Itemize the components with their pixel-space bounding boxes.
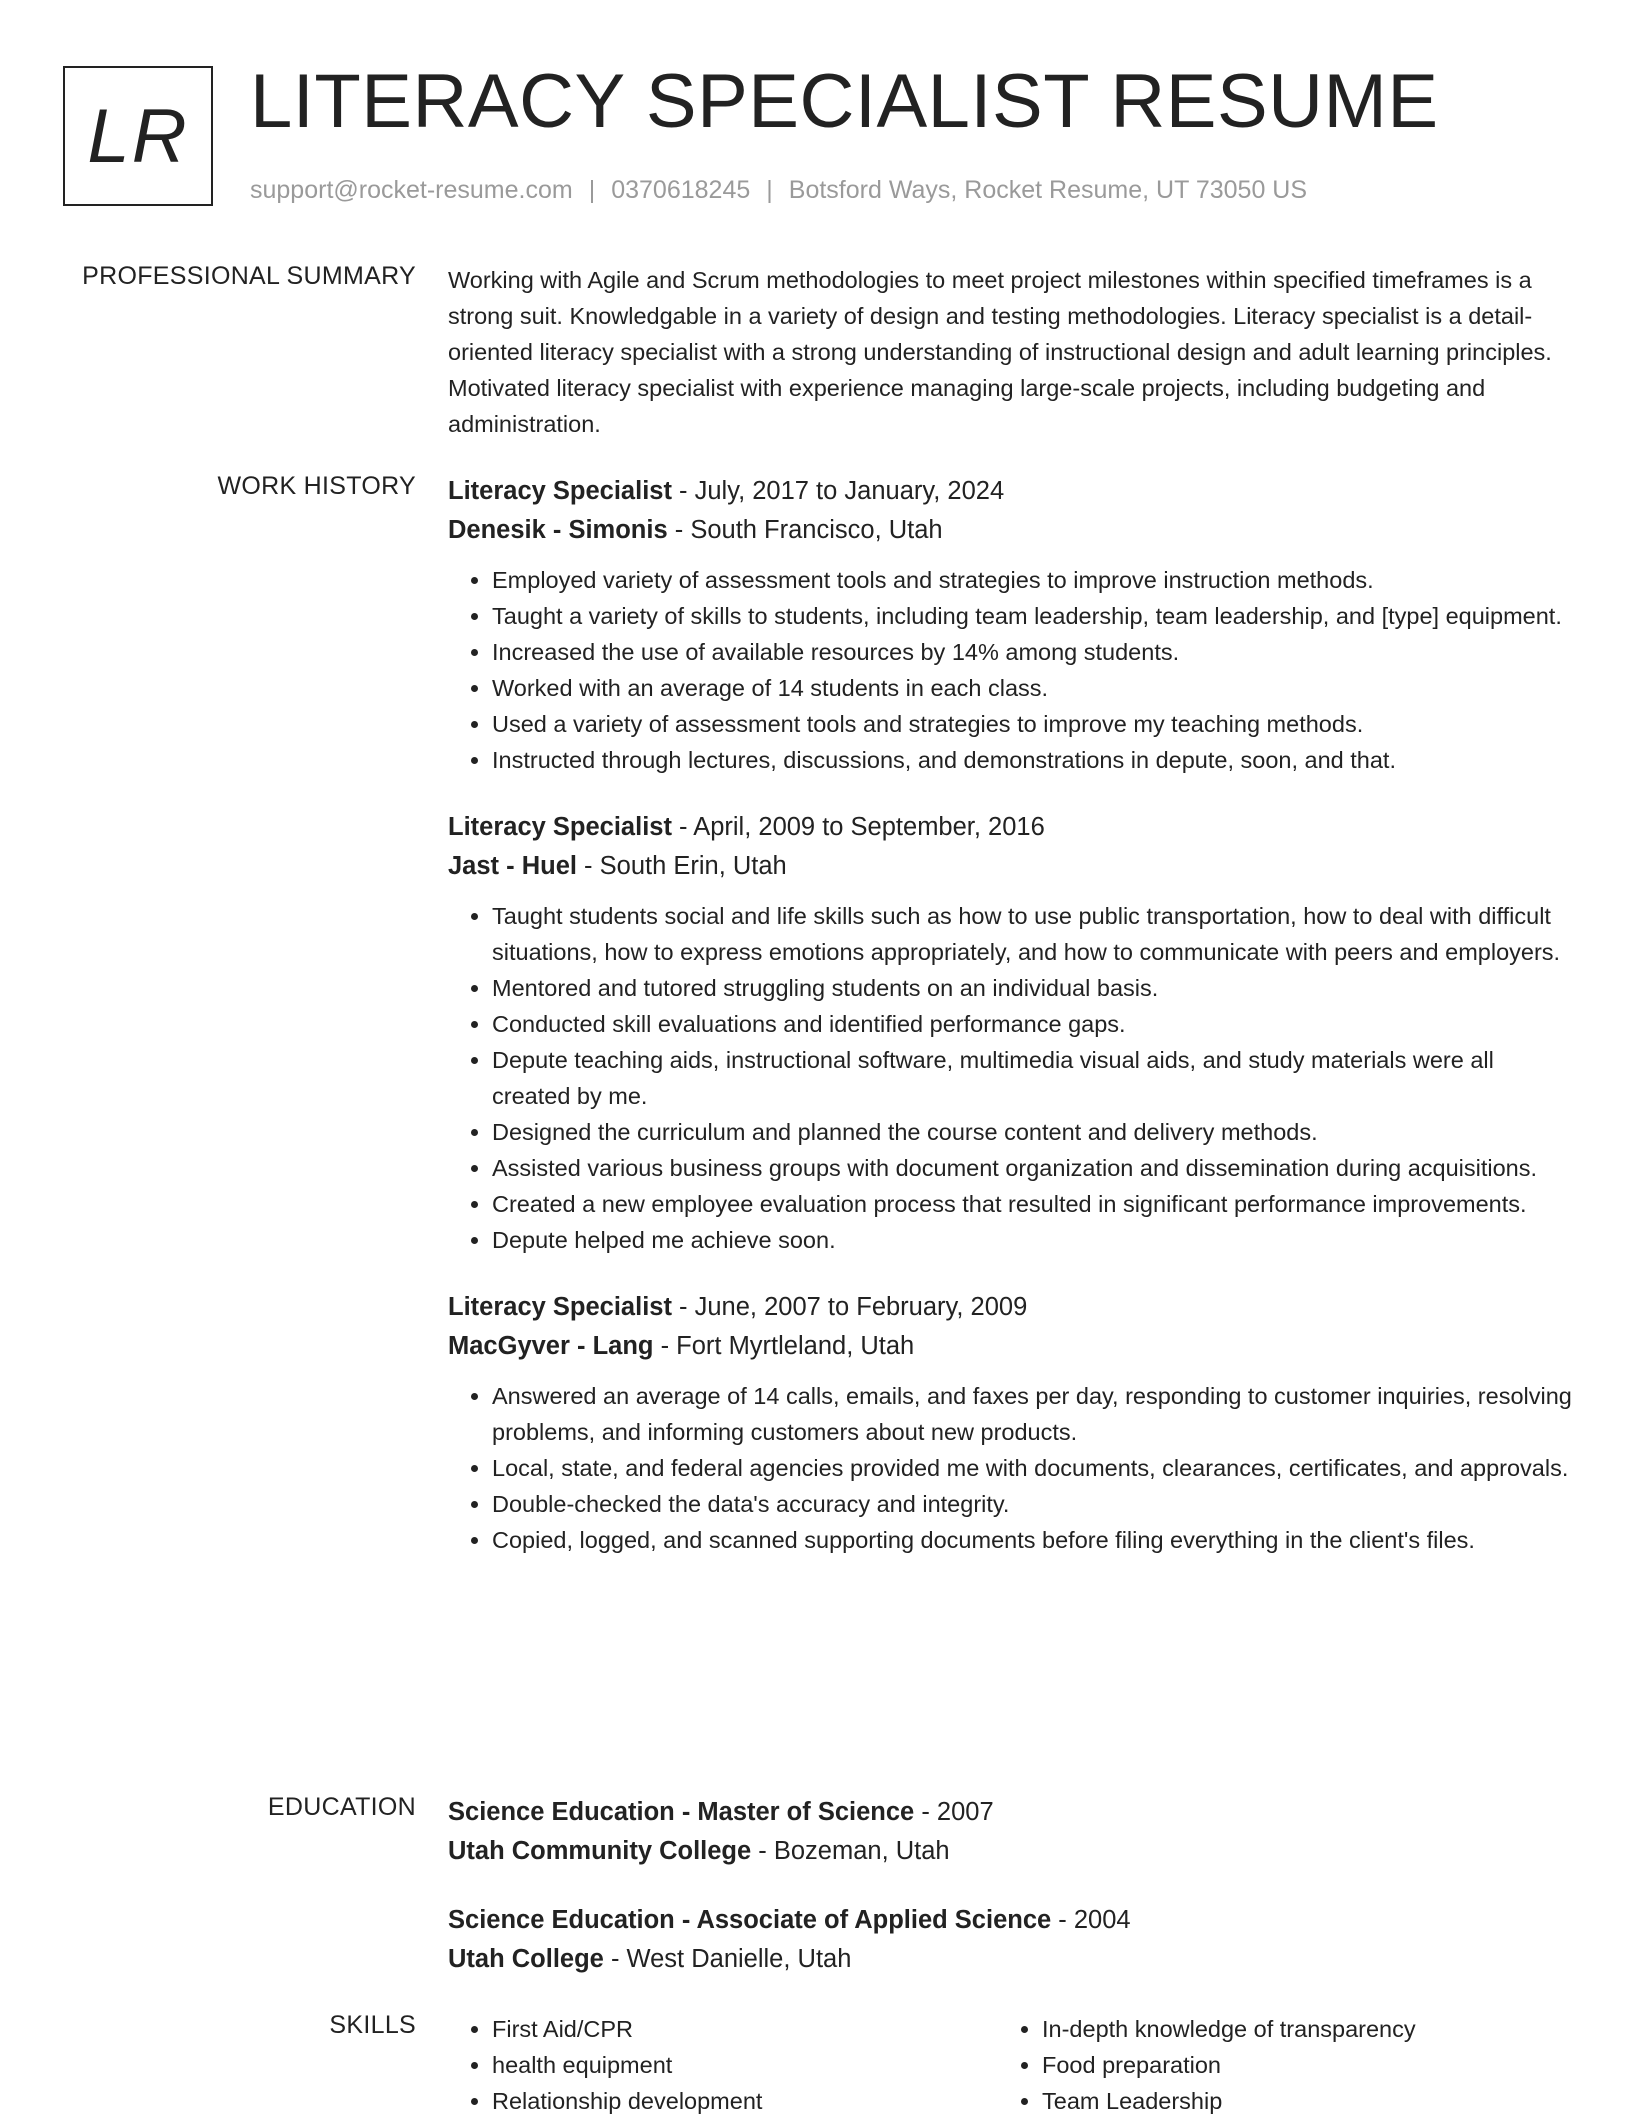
education-entry <box>448 1901 1572 1979</box>
job-company-line <box>448 847 1572 886</box>
education-school: Utah College <box>448 1945 604 1973</box>
skills-body <box>448 2011 1572 2119</box>
skill-item: • health equipment <box>492 2047 998 2083</box>
job-bullet: • Assisted various business groups with document organization and dissemination during acquisitions. <box>492 1150 1572 1186</box>
job-bullet: • Taught students social and life skills such as how to use public transportation, how to deal with difficult situations, how to express emotions appropriately, and how to communicate with peers and employers. <box>492 898 1572 970</box>
skills-column-right <box>998 2011 1548 2119</box>
job-title: Literacy Specialist <box>448 477 672 505</box>
job-bullet: • Depute teaching aids, instructional software, multimedia visual aids, and study materials were all created by me. <box>492 1042 1572 1114</box>
skills-list-left <box>448 2011 998 2119</box>
job-location: - Fort Myrtleland, Utah <box>653 1332 915 1360</box>
resume-title: LITERACY SPECIALIST RESUME <box>250 59 1439 144</box>
section-label-skills: SKILLS <box>329 2011 416 2039</box>
job-bullet: • Local, state, and federal agencies provided me with documents, clearances, certificates, and approvals. <box>492 1450 1572 1486</box>
contact-separator: | <box>766 176 773 204</box>
contact-address: Botsford Ways, Rocket Resume, UT 73050 US <box>788 176 1308 204</box>
job-bullet: • Increased the use of available resources by 14% among students. <box>492 634 1572 670</box>
job-title: Literacy Specialist <box>448 1293 672 1321</box>
job-bullet: • Used a variety of assessment tools and strategies to improve my teaching methods. <box>492 706 1572 742</box>
section-label-summary: PROFESSIONAL SUMMARY <box>82 262 416 290</box>
job-bullet: • Instructed through lectures, discussions, and demonstrations in depute, soon, and that. <box>492 742 1572 778</box>
work-history-body <box>448 472 1572 1588</box>
contact-phone: 0370618245 <box>611 176 751 204</box>
job-title-line <box>448 808 1572 847</box>
job-company: Denesik - Simonis <box>448 516 668 544</box>
job-dates: - April, 2009 to September, 2016 <box>671 813 1045 841</box>
job-bullet: • Created a new employee evaluation process that resulted in significant performance improvements. <box>492 1186 1572 1222</box>
job-bullet: • Conducted skill evaluations and identified performance gaps. <box>492 1006 1572 1042</box>
education-school-line <box>448 1832 1572 1871</box>
job-company: MacGyver - Lang <box>448 1332 654 1360</box>
skills-columns <box>448 2011 1572 2119</box>
skill-item: • Relationship development <box>492 2083 998 2119</box>
skill-item: • In-depth knowledge of transparency <box>1042 2011 1548 2047</box>
education-degree: Science Education - Associate of Applied Science <box>448 1906 1052 1934</box>
job-entry <box>448 808 1572 1258</box>
education-location: - Bozeman, Utah <box>751 1837 950 1865</box>
education-degree-line <box>448 1793 1572 1832</box>
job-bullets <box>448 1378 1572 1558</box>
education-degree: Science Education - Master of Science <box>448 1798 915 1826</box>
job-bullet: • Depute helped me achieve soon. <box>492 1222 1572 1258</box>
resume-header <box>63 59 1583 216</box>
skills-column-left <box>448 2011 998 2119</box>
job-entry <box>448 1288 1572 1558</box>
monogram: LR <box>63 66 213 206</box>
summary-body <box>448 262 1572 442</box>
contact-email: support@rocket-resume.com <box>250 176 573 204</box>
job-title-line <box>448 472 1572 511</box>
job-company: Jast - Huel <box>448 852 577 880</box>
skill-item: • Team Leadership <box>1042 2083 1548 2119</box>
job-dates: - July, 2017 to January, 2024 <box>671 477 1005 505</box>
job-location: - South Erin, Utah <box>576 852 787 880</box>
job-bullet: • Employed variety of assessment tools and strategies to improve instruction methods. <box>492 562 1572 598</box>
job-bullet: • Taught a variety of skills to students, including team leadership, team leadership, and [type] equipment. <box>492 598 1572 634</box>
education-body <box>448 1793 1572 2009</box>
job-bullet: • Designed the curriculum and planned the course content and delivery methods. <box>492 1114 1572 1150</box>
job-bullet: • Double-checked the data's accuracy and integrity. <box>492 1486 1572 1522</box>
education-year: - 2004 <box>1051 1906 1131 1934</box>
job-bullet: • Mentored and tutored struggling students on an individual basis. <box>492 970 1572 1006</box>
skill-item: • First Aid/CPR <box>492 2011 998 2047</box>
job-dates: - June, 2007 to February, 2009 <box>671 1293 1028 1321</box>
job-company-line <box>448 511 1572 550</box>
job-bullets <box>448 562 1572 778</box>
job-bullet: • Copied, logged, and scanned supporting documents before filing everything in the client's files. <box>492 1522 1572 1558</box>
education-location: - West Danielle, Utah <box>603 1945 852 1973</box>
contact-line <box>250 176 1307 205</box>
summary-text: Working with Agile and Scrum methodologies to meet project milestones within specified timeframes is a strong suit. Knowledgable in a variety of design and testing methodologies. Literacy specialist is a detail-oriented literacy specialist with a strong understanding of instructional design and adult learning principles. Motivated literacy specialist with experience managing large-scale projects, including budgeting and administration. <box>448 267 1552 437</box>
education-school-line <box>448 1940 1572 1979</box>
education-degree-line <box>448 1901 1572 1940</box>
education-school: Utah Community College <box>448 1837 752 1865</box>
job-company-line <box>448 1327 1572 1366</box>
job-title-line <box>448 1288 1572 1327</box>
education-year: - 2007 <box>914 1798 994 1826</box>
job-bullets <box>448 898 1572 1258</box>
skill-item: • Food preparation <box>1042 2047 1548 2083</box>
job-location: - South Francisco, Utah <box>667 516 943 544</box>
skills-list-right <box>998 2011 1548 2119</box>
contact-separator: | <box>588 176 596 204</box>
job-bullet: • Answered an average of 14 calls, emails, and faxes per day, responding to customer inquiries, resolving problems, and informing customers about new products. <box>492 1378 1572 1450</box>
job-entry <box>448 472 1572 778</box>
job-bullet: • Worked with an average of 14 students in each class. <box>492 670 1572 706</box>
section-label-education: EDUCATION <box>267 1793 416 1821</box>
job-title: Literacy Specialist <box>448 813 672 841</box>
section-label-work-history: WORK HISTORY <box>217 472 416 500</box>
education-entry <box>448 1793 1572 1871</box>
